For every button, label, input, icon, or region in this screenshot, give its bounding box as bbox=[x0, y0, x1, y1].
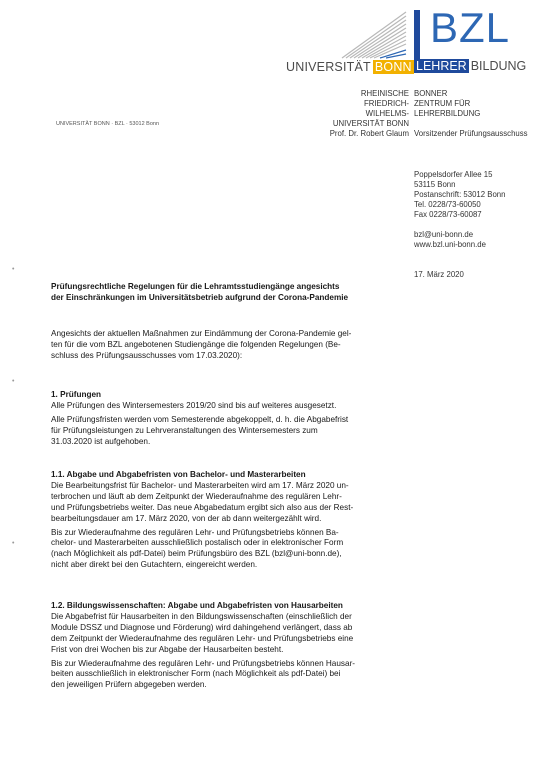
web-link[interactable]: www.bzl.uni-bonn.de bbox=[414, 240, 486, 249]
section-abschlussarbeiten: 1.1. Abgabe und Abgabefristen von Bachelor- und Masterarbeiten Die Bearbeitungsfrist für Bachelor- und Masterarbeiten wird am 17. März 2020 un- terbrochen und läuft ab dem Zeitpunkt der Wiederaufnahme des regulären Lehr- und Prüfungsbetriebs weiter. Das neue Abgabedatum ergibt sich also aus der Rest- bearbeitungsdauer am 17. März 2020, von der ab dann weitergezählt wird. Bis zur Wiederaufnahme des regulären Lehr- und Prüfungsbetriebs können Ba- chelor- und Masterarbeiten ausschließlich postalisch oder in elektronischer Form (nach Möglichkeit als pdf-Datei) beim Prüfungsbüro des BZL (bzl@uni-bonn.de), nicht aber direkt bei den Gutachtern, eingereicht werden. bbox=[51, 470, 501, 571]
university-logo-icon bbox=[340, 10, 408, 60]
university-logo-text: UNIVERSITÄT BONN bbox=[286, 60, 412, 74]
margin-mark: • bbox=[12, 378, 15, 385]
signatory-name: Prof. Dr. Robert Glaum bbox=[329, 129, 409, 138]
signatory-role: Vorsitzender Prüfungsausschuss bbox=[414, 129, 528, 138]
address-block: Poppelsdorfer Allee 15 53115 Bonn Postanschrift: 53012 Bonn Tel. 0228/73-60050 Fax 0228/73-60087 bbox=[414, 170, 506, 219]
bzl-logo-subtitle: LEHRER BILDUNG bbox=[416, 59, 527, 73]
section-heading: 1.1. Abgabe und Abgabefristen von Bachelor- und Masterarbeiten bbox=[51, 470, 306, 479]
section-hausarbeiten: 1.2. Bildungswissenschaften: Abgabe und Abgabefristen von Hausarbeiten Die Abgabefrist für Hausarbeiten in den Bildungswissenschaften (einschließlich der Module DSSZ und Diagnose und Förderung) wird dahingehend verlängert, dass ab dem Zeitpunkt der Wiederaufnahme des regulären Lehr- und Prüfungsbetriebs eine Frist von drei Wochen bis zur Abgabe der Hausarbeiten besteht. Bis zur Wiederaufnahme des regulären Lehr- und Prüfungsbetriebs können Hausar- beiten ausschließlich in elektronischer Form (nach Möglichkeit als pdf-Datei) bei den jeweiligen Prüfern abgegeben werden. bbox=[51, 601, 501, 691]
section-heading: 1. Prüfungen bbox=[51, 390, 102, 399]
university-name-block: RHEINISCHE FRIEDRICH-WILHELMS- UNIVERSITÄT BONN bbox=[332, 89, 409, 128]
letter-date: 17. März 2020 bbox=[414, 270, 464, 279]
section-pruefungen: 1. Prüfungen Alle Prüfungen des Wintersemesters 2019/20 sind bis auf weiteres ausgesetzt. Alle Prüfungsfristen werden vom Semesterende abgekoppelt, d. h. die Abgabefrist für Prüfungsleistungen zu Lehrveranstaltungen des Wintersemesters zum 31.03.2020 ist aufgehoben. bbox=[51, 390, 501, 448]
contact-block bbox=[414, 230, 534, 250]
bzl-logo-text: BZL bbox=[430, 4, 511, 51]
margin-mark: • bbox=[12, 540, 15, 547]
bzl-name-block: BONNER ZENTRUM FÜR LEHRERBILDUNG bbox=[414, 89, 481, 118]
section-heading: 1.2. Bildungswissenschaften: Abgabe und Abgabefristen von Hausarbeiten bbox=[51, 601, 343, 610]
document-title: Prüfungsrechtliche Regelungen für die Lehramtsstudiengänge angesichts der Einschränkungen im Universitätsbetrieb aufgrund der Corona-Pandemie bbox=[51, 282, 349, 302]
email-link[interactable]: bzl@uni-bonn.de bbox=[414, 230, 474, 239]
margin-mark: • bbox=[12, 266, 15, 273]
sender-address-line: UNIVERSITÄT BONN · BZL · 53012 Bonn bbox=[56, 121, 160, 127]
intro-paragraph: Angesichts der aktuellen Maßnahmen zur Eindämmung der Corona-Pandemie gel- ten für die vom BZL angebotenen Studiengänge die folgenden Regelungen (Be- schluss des Prüfungsausschusses vom 17.03.2020): bbox=[51, 329, 352, 360]
